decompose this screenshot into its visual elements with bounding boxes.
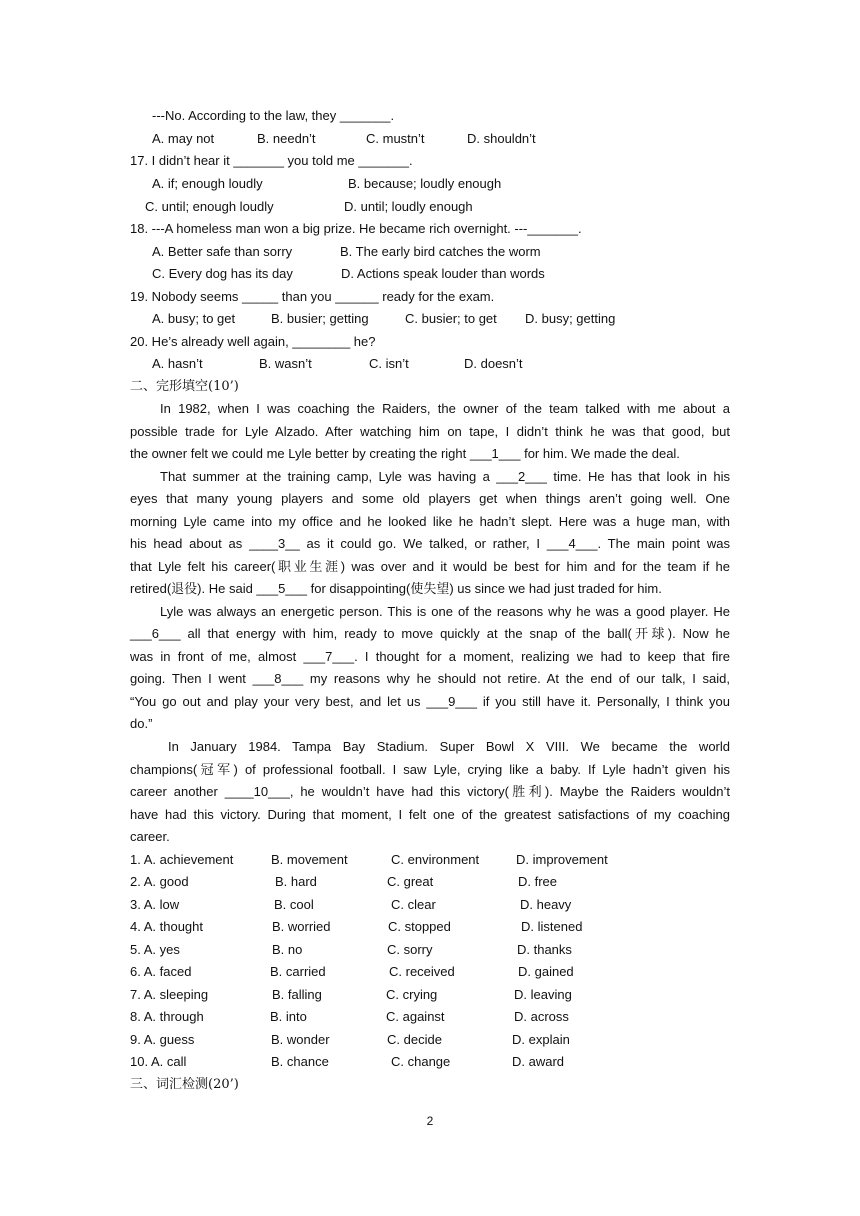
- q19-stem: 19. Nobody seems _____ than you ______ ready for the exam.: [130, 289, 495, 304]
- passage-line: do.”: [130, 716, 153, 731]
- cloze-option: B. no: [272, 942, 303, 957]
- cloze-option: C. great: [387, 874, 434, 889]
- cloze-option: B. worried: [272, 919, 331, 934]
- passage-line: Lyle was always an energetic person. This is one of the reasons why he was a good player. He: [160, 604, 730, 619]
- q16-option-b: B. needn’t: [257, 131, 316, 146]
- cloze-option: D. listened: [521, 919, 583, 934]
- q19-option-b: B. busier; getting: [271, 311, 369, 326]
- cloze-option: C. change: [391, 1054, 451, 1069]
- q19-option-a: A. busy; to get: [152, 311, 236, 326]
- cloze-option: 4. A. thought: [130, 919, 204, 934]
- passage-line: In 1982, when I was coaching the Raiders, the owner of the team talked with me about a: [160, 401, 730, 416]
- cloze-option: D. thanks: [517, 942, 572, 957]
- q16-line: ---No. According to the law, they _______.: [152, 108, 395, 123]
- cloze-option: B. chance: [271, 1054, 329, 1069]
- q17-option-a: A. if; enough loudly: [152, 176, 263, 191]
- cloze-option: 6. A. faced: [130, 964, 192, 979]
- passage-line: was in front of me, almost ___7___. I thought for a moment, realizing we had to keep that fire: [130, 649, 730, 664]
- cloze-option: B. into: [270, 1009, 307, 1024]
- q20-option-a: A. hasn’t: [152, 356, 203, 371]
- q18-option-a: A. Better safe than sorry: [152, 244, 293, 259]
- passage-line: his head about as ____3__ as it could go. We talked, or rather, I ___4___. The main point was: [130, 536, 730, 551]
- cloze-option: D. improvement: [516, 852, 608, 867]
- passage-line: morning Lyle came into my office and he looked like he hadn’t slept. Here was a huge man, with: [130, 514, 730, 529]
- q16-option-a: A. may not: [152, 131, 215, 146]
- cloze-option: 9. A. guess: [130, 1032, 195, 1047]
- cloze-option: D. leaving: [514, 987, 572, 1002]
- cloze-option: D. award: [512, 1054, 565, 1069]
- cloze-option: C. received: [389, 964, 455, 979]
- passage-line: possible trade for Lyle Alzado. After watching him on tape, I didn’t think he was that good, but: [130, 424, 730, 439]
- passage-line: retired(退役). He said ___5___ for disappointing(使失望) us since we had just traded for him.: [130, 581, 662, 596]
- cloze-option: 3. A. low: [130, 897, 180, 912]
- passage-line: In January 1984. Tampa Bay Stadium. Super Bowl X VIII. We became the world: [168, 739, 730, 754]
- cloze-option: D. gained: [518, 964, 574, 979]
- cloze-option: 1. A. achievement: [130, 852, 234, 867]
- cloze-option: B. hard: [275, 874, 317, 889]
- passage-line: going. Then I went ___8___ my reasons why he should not retire. At the end of our talk, I said,: [130, 671, 730, 686]
- cloze-option: C. sorry: [387, 942, 433, 957]
- cloze-option: C. crying: [386, 987, 438, 1002]
- cloze-option: D. free: [518, 874, 558, 889]
- q18-option-d: D. Actions speak louder than words: [341, 266, 545, 281]
- q17-option-c: C. until; enough loudly: [145, 199, 274, 214]
- passage-line: champions(冠军) of professional football. I saw Lyle, crying like a baby. If Lyle hadn’t given his: [130, 762, 730, 777]
- cloze-option: C. decide: [387, 1032, 442, 1047]
- q18-option-c: C. Every dog has its day: [152, 266, 293, 281]
- q16-option-c: C. mustn’t: [366, 131, 425, 146]
- cloze-option: B. wonder: [271, 1032, 330, 1047]
- section2-heading: 二、完形填空(10’): [130, 379, 239, 394]
- cloze-option: 5. A. yes: [130, 942, 180, 957]
- q17-option-d: D. until; loudly enough: [344, 199, 473, 214]
- q17-option-b: B. because; loudly enough: [348, 176, 502, 191]
- passage-line: career another ____10___, he wouldn’t have had this victory(胜利). Maybe the Raiders wouldn’t: [130, 784, 730, 799]
- passage-line: the owner felt we could me Lyle better by creating the right ___1___ for him. We made the deal.: [130, 446, 680, 461]
- cloze-option: D. explain: [512, 1032, 570, 1047]
- q18-option-b: B. The early bird catches the worm: [340, 244, 541, 259]
- cloze-option: B. carried: [270, 964, 326, 979]
- passage-line: That summer at the training camp, Lyle was having a ___2___ time. He has that look in his: [160, 469, 730, 484]
- cloze-option: B. falling: [272, 987, 322, 1002]
- passage-line: career.: [130, 829, 170, 844]
- q20-option-d: D. doesn’t: [464, 356, 523, 371]
- cloze-option: D. heavy: [520, 897, 572, 912]
- cloze-option: D. across: [514, 1009, 569, 1024]
- q20-stem: 20. He’s already well again, ________ he?: [130, 334, 376, 349]
- cloze-option: C. environment: [391, 852, 480, 867]
- cloze-option: B. cool: [274, 897, 314, 912]
- cloze-option: C. stopped: [388, 919, 451, 934]
- q19-option-d: D. busy; getting: [525, 311, 616, 326]
- cloze-option: 10. A. call: [130, 1054, 187, 1069]
- cloze-option: 8. A. through: [130, 1009, 204, 1024]
- passage-line: “You go out and play your very best, and let us ___9___ if you still have it. Personally, I think you: [130, 694, 730, 709]
- passage-line: eyes that many young players and some old players get when things aren’t going well. One: [130, 491, 730, 506]
- q20-option-b: B. wasn’t: [259, 356, 312, 371]
- passage-line: have had this victory. During that moment, I felt one of the greatest satisfactions of my coaching: [130, 807, 730, 822]
- passage-line: that Lyle felt his career(职业生涯) was over and it would be best for him and for the team if he: [130, 559, 730, 574]
- q20-option-c: C. isn’t: [369, 356, 409, 371]
- cloze-option: C. clear: [391, 897, 436, 912]
- passage-line: ___6___ all that energy with him, ready to move quickly at the snap of the ball(开球). Now he: [130, 626, 730, 641]
- cloze-option: B. movement: [271, 852, 348, 867]
- cloze-option: 7. A. sleeping: [130, 987, 209, 1002]
- q18-stem: 18. ---A homeless man won a big prize. He became rich overnight. ---_______.: [130, 221, 582, 236]
- page-number: 2: [426, 1114, 434, 1128]
- q17-stem: 17. I didn’t hear it _______ you told me _______.: [130, 153, 413, 168]
- q16-option-d: D. shouldn’t: [467, 131, 536, 146]
- q19-option-c: C. busier; to get: [405, 311, 497, 326]
- cloze-option: C. against: [386, 1009, 445, 1024]
- cloze-option: 2. A. good: [130, 874, 189, 889]
- section3-heading: 三、词汇检测(20’): [130, 1077, 239, 1092]
